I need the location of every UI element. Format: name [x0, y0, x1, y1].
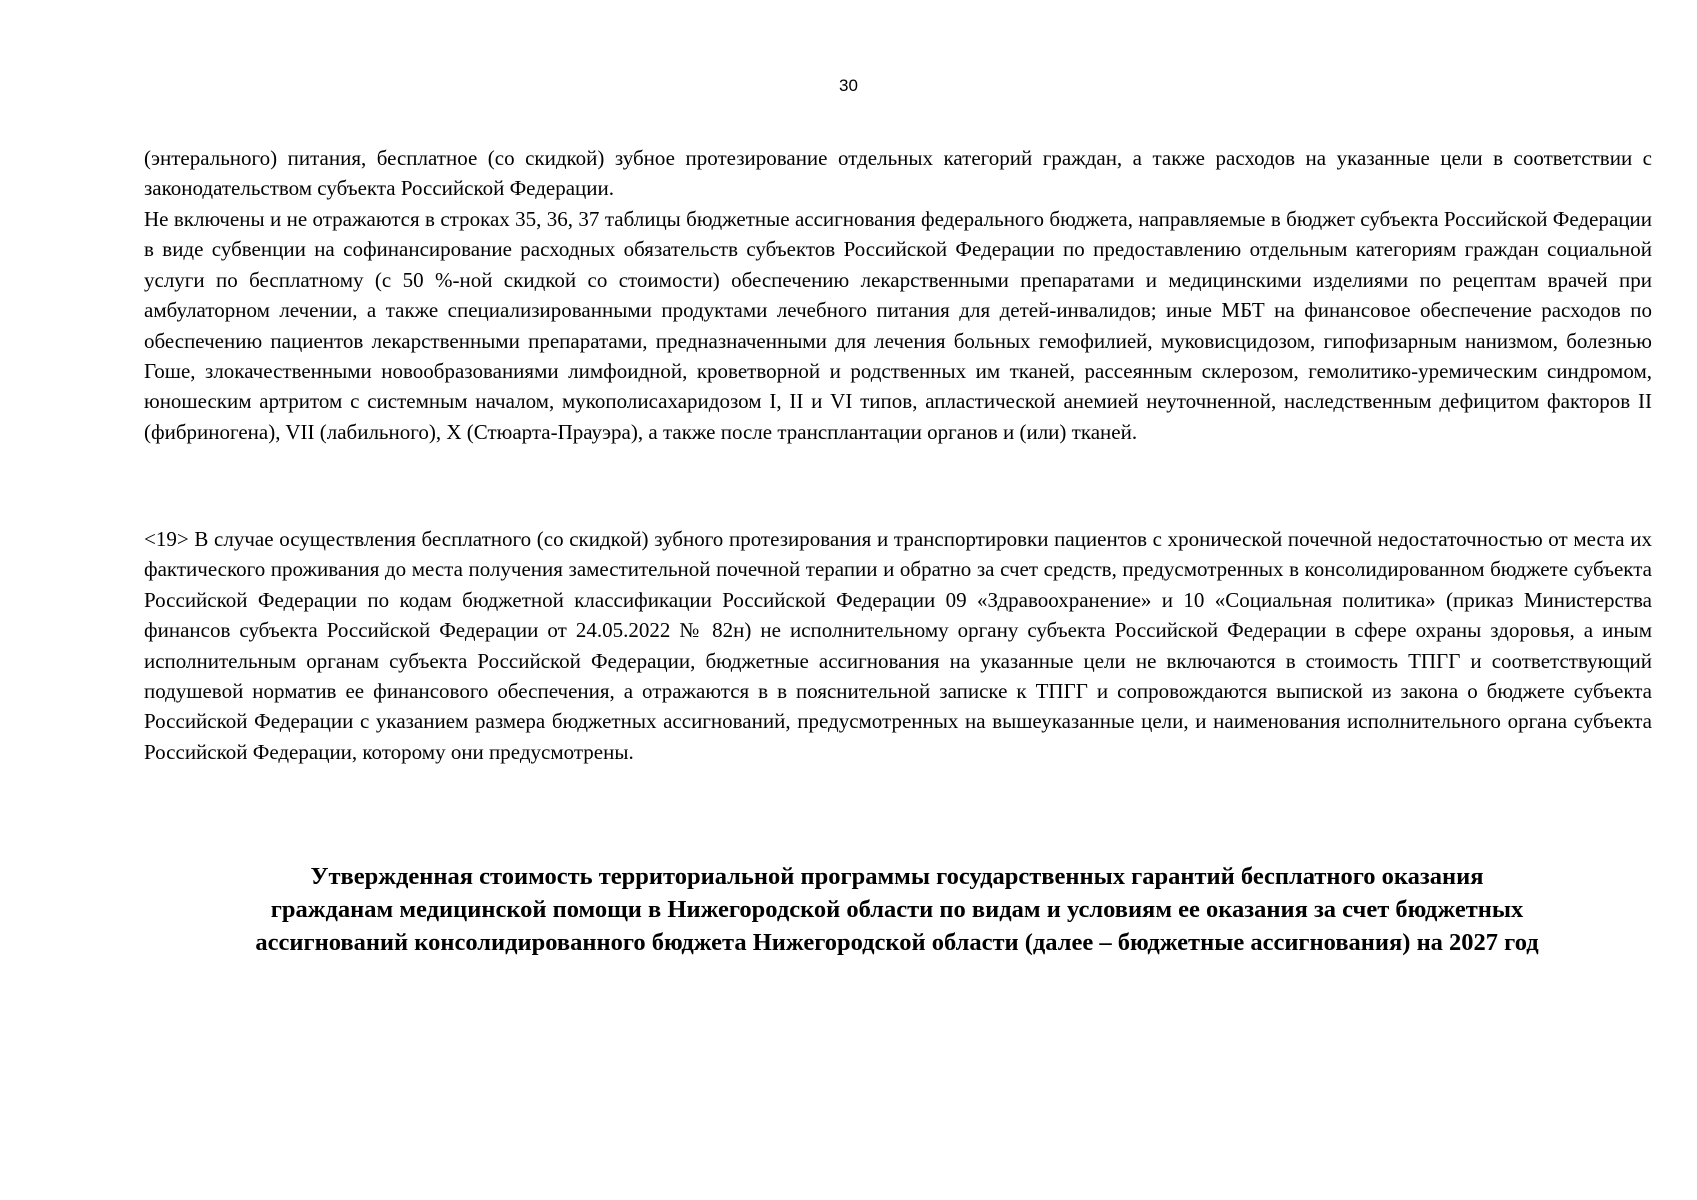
section-title-line-3: ассигнований консолидированного бюджета Нижегородской области (далее – бюджетные ассигнования) на 2027 год — [255, 929, 1539, 956]
page-number: 30 — [839, 76, 858, 95]
section-title-line-2: гражданам медицинской помощи в Нижегородской области по видам и условиям ее оказания за счет бюджетных — [270, 896, 1524, 923]
body-paragraph-exclusions: Не включены и не отражаются в строках 35, 36, 37 таблицы бюджетные ассигнования федерального бюджета, направляемые в бюджет субъекта Российской Федерации в виде субвенции на софинансирование расходных обязательств субъектов Российской Федерации по предоставлению отдельным категориям граждан социальной услуги по бесплатному (с 50 %-ной скидкой со стоимости) обеспечению лекарственными препаратами и медицинскими изделиями по рецептам врачей при амбулаторном лечении, а также специализированными продуктами лечебного питания для детей-инвалидов; иные МБТ на финансовое обеспечение расходов по обеспечению пациентов лекарственными препаратами, предназначенными для лечения больных гемофилией, муковисцидозом, гипофизарным нанизмом, болезнью Гоше, злокачественными новообразованиями лимфоидной, кроветворной и родственных им тканей, рассеянным склерозом, гемолитико-уремическим синдромом, юношеским артритом с системным началом, мукополисахаридозом I, II и VI типов, апластической анемией неуточненной, наследственным дефицитом факторов II (фибриногена), VII (лабильного), X (Стюарта-Прауэра), а также после трансплантации органов и (или) тканей. — [144, 207, 1652, 444]
footnote-19-paragraph: <19> В случае осуществления бесплатного (со скидкой) зубного протезирования и транспортировки пациентов с хронической почечной недостаточностью от места их фактического проживания до места получения заместительной почечной терапии и обратно за счет средств, предусмотренных в консолидированном бюджете субъекта Российской Федерации по кодам бюджетной классификации Российской Федерации 09 «Здравоохранение» и 10 «Социальная политика» (приказ Министерства финансов субъекта Российской Федерации от 24.05.2022 № 82н) не исполнительному органу субъекта Российской Федерации в сфере охраны здоровья, а иным исполнительным органам субъекта Российской Федерации, бюджетные ассигнования на указанные цели не включаются в стоимость ТПГГ и соответствующий подушевой норматив ее финансового обеспечения, а отражаются в в пояснительной записке к ТПГГ и сопровождаются выпиской из закона о бюджете субъекта Российской Федерации с указанием размера бюджетных ассигнований, предусмотренных на вышеуказанные цели, и наименования исполнительного органа субъекта Российской Федерации, которому они предусмотрены. — [144, 527, 1652, 764]
section-title-line-1: Утвержденная стоимость территориальной программы государственных гарантий бесплатного оказания — [310, 863, 1484, 890]
section-title — [140, 860, 1654, 959]
body-paragraph-continuation: (энтерального) питания, бесплатное (со скидкой) зубное протезирование отдельных категорий граждан, а также расходов на указанные цели в соответствии с законодательством субъекта Российской Федерации. — [144, 146, 1652, 201]
